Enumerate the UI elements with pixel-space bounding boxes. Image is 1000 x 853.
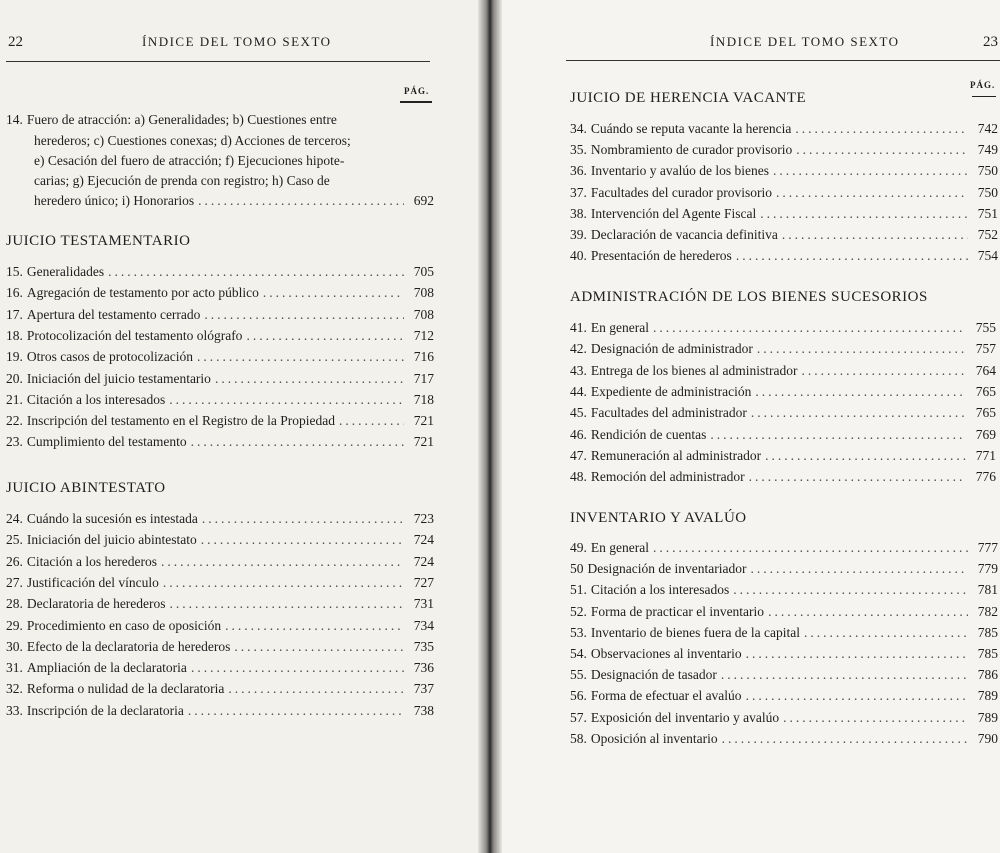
entry-page: 790 [977,730,998,746]
entry-text: Intervención del Agente Fiscal [590,205,757,221]
entry-text: Protocolización del testamento ológrafo [26,327,243,343]
leader-dots [228,678,404,699]
leader-dots [198,190,404,211]
toc-entry [6,261,434,282]
entry-page: 750 [977,184,998,200]
entry-text: Efecto de la declaratoria de herederos [26,638,231,654]
entry-number: 49. [570,540,587,555]
entry-text: Facultades del curador provisorio [590,184,772,200]
entry-text: Fuero de atracción: a) Generalidades; b) Cuestiones entre [26,112,337,127]
entry-text: En general [590,320,649,335]
leader-dots [795,118,968,139]
leader-dots [749,466,966,487]
entry-text: Declaratoria de herederos [26,596,166,612]
leader-dots [746,685,968,706]
toc-entry [6,615,434,636]
entry-page: 777 [977,540,998,555]
toc-entry [570,424,996,445]
leader-dots [750,558,968,579]
leader-dots [161,551,404,572]
leader-dots [653,537,968,558]
entry-text: Inscripción del testamento en el Registro de la Propiedad [26,413,336,429]
toc-entry [570,664,998,685]
entry-page: 727 [413,574,434,590]
entry-page: 737 [413,681,434,697]
entry-number: 45. [570,405,587,421]
entry-text: Reforma o nulidad de la declaratoria [26,681,225,697]
pag-label: PÁG. [970,80,996,90]
toc-entry [570,445,996,466]
entry-number: 16. [6,285,23,301]
entry-page: 782 [977,603,998,619]
entry-text: Observaciones al inventario [590,646,742,661]
entry-number: 44. [570,383,587,399]
entry-page: 717 [413,370,434,386]
toc-entry [570,558,998,579]
entry-number: 27. [6,574,23,590]
entry-page: 750 [977,163,998,179]
leader-dots [721,664,968,685]
toc-entry [570,707,998,728]
entry-page: 736 [413,660,434,676]
entry-number: 54. [570,646,587,661]
entry-number: 41. [570,320,587,335]
entry-number: 34. [570,121,587,136]
section-title: INVENTARIO Y AVALÚO [570,510,747,526]
entry-number: 42. [570,341,587,357]
toc-entry [570,579,998,600]
entry-text: Citación a los interesados [26,391,166,407]
entry-text: Oposición al inventario [590,730,718,746]
entry-page: 789 [977,709,998,725]
entry-page: 771 [975,447,996,463]
leader-dots [755,381,966,402]
section-title: JUICIO TESTAMENTARIO [6,233,191,249]
toc-entry-line [6,109,400,130]
entry-text: Nombramiento de curador provisorio [590,142,793,158]
entry-page: 765 [975,383,996,399]
book-spine [478,0,502,853]
entry-page: 781 [977,582,998,598]
leader-dots [204,304,404,325]
entry-page: 754 [977,248,998,264]
leader-dots [246,325,404,346]
entry-number: 25. [6,532,23,548]
entry-text: Iniciación del juicio abintestato [26,532,197,548]
entry-number: 23. [6,434,23,450]
entry-number: 58. [570,730,587,746]
leader-dots [746,643,968,664]
leader-dots [722,728,968,749]
toc-entry [6,304,434,325]
entry-number: 26. [6,553,23,569]
entry-text: Designación de inventariador [587,561,747,577]
entry-page: 721 [413,434,434,450]
toc-entry [570,728,998,749]
entry-number: 29. [6,617,23,633]
entry-text: Cumplimiento del testamento [26,434,187,450]
entry-number: 33. [6,702,23,718]
leader-dots [191,431,404,452]
leader-dots [776,182,968,203]
entry-text: Inventario y avalúo de los bienes [590,163,769,179]
entry-number: 53. [570,624,587,640]
entry-number: 24. [6,511,23,526]
entry-page: 708 [413,306,434,322]
entry-text: En general [590,540,649,555]
leader-dots [169,389,404,410]
entry-text: Entrega de los bienes al administrador [590,362,798,378]
toc-entry [570,537,998,558]
entry-text: Apertura del testamento cerrado [26,306,201,322]
running-head: ÍNDICE DEL TOMO SEXTO [142,34,332,49]
leader-dots [170,593,404,614]
entry-text: carias; g) Ejecución de prenda con registro; h) Caso de [34,173,330,188]
entry-page: 785 [977,646,998,661]
header-rule [6,61,430,62]
leader-dots [163,572,404,593]
entry-page: 755 [975,320,996,335]
entry-text: Expediente de administración [590,383,752,399]
entry-page: 716 [413,349,434,365]
toc-entry [6,389,434,410]
pag-label: PÁG. [404,86,430,96]
leader-dots [751,402,966,423]
toc-entry [570,160,998,181]
entry-number: 51. [570,582,587,598]
entry-number: 31. [6,660,23,676]
leader-dots [108,261,404,282]
leader-dots [188,700,404,721]
entry-number: 43. [570,362,587,378]
entry-page: 712 [413,327,434,343]
leader-dots [736,245,968,266]
toc-entry [6,529,434,550]
entry-text: Presentación de herederos [590,248,732,264]
entry-number: 37. [570,184,587,200]
entry-page: 705 [413,264,434,279]
entry-text: e) Cesación del fuero de atracción; f) Ejecuciones hipote- [34,153,345,168]
toc-entry [6,678,434,699]
section-title: ADMINISTRACIÓN DE LOS BIENES SUCESORIOS [570,289,928,305]
leader-dots [339,410,404,431]
toc-entry [6,410,434,431]
entry-text: Designación de administrador [590,341,753,357]
entry-text: Citación a los herederos [26,553,157,569]
entry-text: Citación a los interesados [590,582,730,598]
entry-text: Exposición del inventario y avalúo [590,709,780,725]
entry-page: 776 [975,469,996,485]
right-page [488,0,1000,853]
entry-page: 738 [413,702,434,718]
entry-text: Forma de practicar el inventario [590,603,765,619]
toc-entry [570,317,996,338]
entry-number: 14. [6,112,23,127]
leader-dots [263,282,404,303]
entry-page: 769 [975,426,996,442]
entry-number: 39. [570,227,587,242]
toc-entry [6,551,434,572]
entry-text: Agregación de testamento por acto público [26,285,259,301]
entry-page: 752 [977,227,998,242]
entry-page: 731 [413,596,434,612]
leader-dots [782,224,968,245]
running-head: ÍNDICE DEL TOMO SEXTO [710,34,900,49]
entry-page: 692 [413,193,434,208]
toc-entry-last-line [30,190,434,211]
entry-text: herederos; c) Cuestiones conexas; d) Acciones de terceros; [34,133,351,148]
entry-page: 751 [977,205,998,221]
entry-number: 50 [570,561,584,577]
toc-entry [570,224,998,245]
entry-page: 734 [413,617,434,633]
entry-number: 17. [6,306,23,322]
toc-entry [6,700,434,721]
toc-entry [570,338,996,359]
entry-number: 52. [570,603,587,619]
page-number: 22 [8,34,23,50]
entry-number: 47. [570,447,587,463]
entry-number: 57. [570,709,587,725]
entry-text: Otros casos de protocolización [26,349,193,365]
toc-entry [6,636,434,657]
entry-page: 723 [413,511,434,526]
entry-text: Remoción del administrador [590,469,745,485]
entry-page: 724 [413,553,434,569]
toc-entry [6,282,434,303]
toc-entry [570,685,998,706]
entry-page: 721 [413,413,434,429]
entry-page: 742 [977,121,998,136]
entry-number: 30. [6,638,23,654]
page-number: 23 [983,34,998,50]
pag-rule [972,96,996,97]
entry-page: 749 [977,142,998,158]
toc-entry [570,360,996,381]
entry-page: 786 [977,667,998,683]
entry-number: 36. [570,163,587,179]
toc-entry [570,118,998,139]
entry-number: 18. [6,327,23,343]
leader-dots [760,203,968,224]
entry-page: 708 [413,285,434,301]
section-title: JUICIO DE HERENCIA VACANTE [570,90,807,106]
toc-entry [570,601,998,622]
toc-entry [570,139,998,160]
toc-entry-line [30,130,404,151]
entry-page: 765 [975,405,996,421]
entry-text: Procedimiento en caso de oposición [26,617,222,633]
entry-number: 40. [570,248,587,264]
entry-text: Facultades del administrador [590,405,747,421]
leader-dots [768,601,968,622]
entry-text: Generalidades [26,264,105,279]
leader-dots [225,615,404,636]
leader-dots [796,139,968,160]
leader-dots [197,346,404,367]
left-page [0,0,488,853]
entry-number: 19. [6,349,23,365]
entry-page: 785 [977,624,998,640]
entry-page: 764 [975,362,996,378]
toc-entry [570,245,998,266]
toc-entry [6,346,434,367]
toc-entry [570,643,998,664]
leader-dots [201,529,404,550]
entry-number: 21. [6,391,23,407]
toc-entry [6,593,434,614]
leader-dots [804,622,968,643]
toc-entry [570,182,998,203]
toc-entry [570,466,996,487]
entry-text: Ampliación de la declaratoria [26,660,187,676]
entry-text: Inventario de bienes fuera de la capital [590,624,801,640]
entry-page: 724 [413,532,434,548]
entry-number: 22. [6,413,23,429]
toc-entry [570,381,996,402]
pag-rule [400,101,432,103]
entry-number: 15. [6,264,23,279]
entry-page: 718 [413,391,434,407]
leader-dots [234,636,404,657]
entry-number: 38. [570,205,587,221]
entry-number: 56. [570,688,587,704]
entry-text: Remuneración al administrador [590,447,762,463]
leader-dots [215,368,404,389]
entry-text: heredero único; i) Honorarios [34,193,195,208]
entry-text: Justificación del vínculo [26,574,159,590]
toc-entry [570,622,998,643]
toc-entry [6,431,434,452]
toc-entry [6,325,434,346]
toc-entry [6,572,434,593]
header-rule [566,60,1000,61]
entry-text: Inscripción de la declaratoria [26,702,184,718]
section-title: JUICIO ABINTESTATO [6,480,166,496]
entry-text: Forma de efectuar el avalúo [590,688,742,704]
toc-entry-line [30,150,404,171]
toc-entry [6,657,434,678]
entry-number: 35. [570,142,587,158]
entry-text: Cuándo se reputa vacante la herencia [590,121,792,136]
leader-dots [733,579,968,600]
entry-number: 55. [570,667,587,683]
leader-dots [765,445,966,466]
entry-number: 46. [570,426,587,442]
entry-text: Iniciación del juicio testamentario [26,370,211,386]
entry-text: Declaración de vacancia definitiva [590,227,778,242]
entry-number: 48. [570,469,587,485]
leader-dots [801,360,966,381]
entry-text: Cuándo la sucesión es intestada [26,511,198,526]
leader-dots [653,317,966,338]
entry-text: Designación de tasador [590,667,717,683]
leader-dots [757,338,966,359]
entry-number: 32. [6,681,23,697]
toc-entry [6,368,434,389]
leader-dots [202,508,404,529]
entry-page: 757 [975,341,996,357]
entry-page: 789 [977,688,998,704]
entry-number: 28. [6,596,23,612]
leader-dots [783,707,968,728]
leader-dots [773,160,968,181]
toc-entry [570,203,998,224]
leader-dots [710,424,966,445]
toc-entry [570,402,996,423]
entry-number: 20. [6,370,23,386]
toc-entry-line [30,170,404,191]
leader-dots [191,657,404,678]
entry-page: 779 [977,561,998,577]
toc-entry [6,508,434,529]
entry-text: Rendición de cuentas [590,426,707,442]
entry-page: 735 [413,638,434,654]
